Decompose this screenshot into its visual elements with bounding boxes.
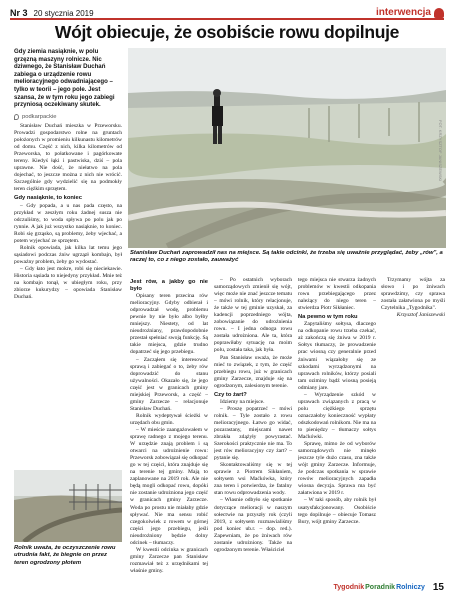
photo-credit: FOT. KRZYSZTOF JANISZEWSKI <box>438 120 443 182</box>
paragraph: – W taki sposób, aby rolnik był usatysfakcjonowany. Osobiście tego dopilnuje – obiecuje Tomasz Bury, wójt gminy Zarzecze. <box>298 497 376 525</box>
issue-number: Nr 3 <box>10 8 28 18</box>
paragraph: Sprawę, mimo że od wyborów samorządowych nie minęło jeszcze tyle dużo czasu, zna także wójt gminy Zarzecze. Informuje, że podczas spotkania w sprawie rowów melioracyjnych zapadła wiosna decyzja. Sprawa ma być załatwiona w 2019 r. <box>298 441 376 497</box>
paragraph: Zapytaliśmy sołtysa, dlaczego na odkopanie rowu trzeba czekać, aż zakończą się żniwa w 2019 r. Sołtys tłumaczy, że prowadzenie prac wiosną czy generalnie przed żniwami wiązałoby się ze szkodami wyrządzonymi na uprawach rolników, którzy posiali tam oziminy bądź wiosną posieją odmiany jare. <box>298 321 376 391</box>
paragraph: Opisany teren przecina rów melioracyjny. Gdyby odbierał i odprowadzał wodę, problemu pewnie by nie było albo byłby mniejszy. Niestety, od lat nieudrożniany, prawdopodobnie przestał spełniać swoją funkcję. Są takie miejsca, gdzie trudno dopatrzeć się jego przebiegu. <box>130 293 208 356</box>
subheading: Gdy nasiąknie, to koniec <box>14 195 82 202</box>
paragraph: – Gdy łato jest mokre, robi się nieciekawie. Historia sąsiada to niejedyny przykład. Mnie też na kombajn tonął, w ubiegłym roku, przy zbiorze kukurydzy – opowiada Stanisław Duchań. <box>14 265 122 301</box>
page-number: 15 <box>432 582 444 593</box>
paragraph: – Wyrządzenie szkód w uprawach związanych z pracą w polu ciężkiego sprzętu oznaczałoby konieczność wypłaty odszkodowań rolnikom. Nie ma na to pieniędzy – tłumaczy sołtys Maćkówki. <box>298 391 376 441</box>
subheading: Czy to żart? <box>214 391 247 398</box>
paragraph: – Zacząłem się interesować sprawą i zabiegać o to, żeby rów doprowadzić do stanu używalności. Okazało się, że jego część jest w granicach gminy miejskiej Przeworsk, a część – gminy Zarzecze – relacjonuje Stanisław Duchań. <box>130 356 208 412</box>
secondary-photo-caption: Rolnik uważa, że oczyszczenie rowu utrudnia fakt, że biegnie on przez teren ogrodzony płotem <box>14 545 116 566</box>
main-photo-caption: Stanisław Duchań zaprowadził nas na miejsce. Są takie odcinki, że trzeba się uważnie przyglądać, żeby „rów", a raczej to, co z niego zostało, zauważyć <box>130 250 443 264</box>
paragraph: Idziemy na miejsce. <box>220 398 265 405</box>
paragraph: Skontaktowaliśmy się w tej sprawie z Piotrem Sikłaniem, sołtysem wsi Maćkówka, który zna teren i potwierdza, że fatalny stan rowu odprowadzenia wody. <box>214 462 292 497</box>
issue-date: 20 stycznia 2019 <box>33 9 94 18</box>
alarm-icon <box>434 8 444 18</box>
paragraph: – Proszę popatrzeć – mówi rolnik. – Tyle zostało z rowu melioracyjnego. Łatwo go widać, pozarastany, miejscami nawet zbrakła zdążyły powyrastać. Szerokości praktycznie nie ma. To jest rów melioracyjny czy żart? – pytanie się. <box>214 405 292 462</box>
paragraph: Trzymamy wójta za słowo i po żniwach sprawdzimy, czy sprawa została załatwiona po myśli Czytelnika „Tygodnika". <box>381 277 445 312</box>
field-landscape-image <box>128 48 446 248</box>
article-column-4 <box>298 277 376 595</box>
article-column-3 <box>214 277 292 595</box>
location-pin-icon <box>14 114 19 120</box>
paragraph: Stanisław Duchań mieszka w Przeworsku. Prowadzi gospodarstwo rolne na gruntach położonych w promieniu kilkunastu kilometrów od domu. Część z nich, kilka kilometrów od Przeworska, to połatkowane i pagórkowate tereny. Kiedyś łąki i pastwiska, dziś – pola uprawne. Nie dość, że niełatwo na pola dojechać, to jeszcze można z nich nie wrócić. Szczególnie gdy wydzielić się na podmokły teren ciężkim sprzętem. <box>14 123 122 193</box>
logo-word-2: Poradnik <box>365 584 396 591</box>
logo-word-1: Tygodnik <box>333 584 365 591</box>
subheading: Jest rów, a jakby go nie było <box>130 279 208 293</box>
paragraph: – W mieście zaangażowałem w sprawę radnego z mojego terenu. W urzędzie znają problem i są otwarci na udrożnienie rowu: Przeworsk zobowiązał się odkopać go w tej części, która znajduje się na terenie tej gminy. Mają to zaplanowane na 2019 rok. Ale nie będą mogli odkopać rowu, dopóki nie zostanie udrożniona jego część w granicach gminy Zarzecze. Woda po prostu nie miałaby gdzie spływać. Nie ma sensu robić czegokolwiek z rowem w górnej części jego przebiegu, jeśli nieudrożniony będzie dolny odcinek – tłumaczy. <box>130 426 208 546</box>
secondary-photo <box>14 470 122 542</box>
paragraph: Pan Stanisław uważa, że może mieć to związek, z tym, że część przebiegu rowu, już w granicach gminy Zarzecze, znajduje się na ogrodzonym, zalesionym terenie. <box>214 354 292 389</box>
paragraph: Rolnik opowiada, jak kilka lat temu jego sąsiadowi podczas żniw ugrzązł kombajn, był poważny problem, żeby go wydostać. <box>14 244 122 265</box>
page-footer <box>300 582 444 593</box>
byline <box>14 114 122 120</box>
lead-paragraph: Gdy ziemia nasiąknie, w polu grzęzną maszyny rolnicze. Nic dziwnego, że Stanisław Duchań zabiega o urządzenie rowu melioracyjnego odwadniającego – tylko w teorii – jego pole. Jest szansa, że w tym roku jego zabiegi przyniosą oczekiwany skutek. <box>14 48 115 109</box>
author-signature: Krzysztof Janiszewski <box>396 312 445 319</box>
paragraph: – Gdy popada, a u nas pada często, na przykład w zeszłym roku żadnej susza nie odczuliśmy, to woda spływa po polu jak po rynnie. A jak już wszystko nasiąknie, to koniec. Robi się grząsko, są problemy, żeby wjechać, a potem wyjechać ze sprzętem. <box>14 202 122 244</box>
fence-ditch-image <box>14 470 122 542</box>
publication-logo <box>334 584 425 591</box>
page-header <box>10 4 444 20</box>
main-photo <box>128 48 446 248</box>
logo-word-3: Rolniczy <box>396 584 425 591</box>
headline: Wójt obiecuje, że osobiście rowu dopilnuje <box>54 22 400 42</box>
section-name: interwencja <box>375 7 431 18</box>
paragraph: – Własnie odbyło się spotkanie dotyczące melioracji w naszym sołectwie na przyszły rok (czyli 2019, z sołtysem rozmawialiśmy pod koniec ub.r. – dop. red.). Zapewniam, że po żniwach rów zostanie udrożniony. Także na ogrodzonym terenie. Właściciel <box>214 497 292 553</box>
paragraph: – Po ostatnich wyborach samorządowych zmienił się wójt, więc może nie znać jeszcze tematu – mówi rolnik, który relacjonuje, że także w tej gminie uzyskał, za kadencji poprzedniego wójta, zobowiązanie do udrożnienia rowu. – I jedna odnoga rowu została udrożniona. Ale ta, która poprawiłaby sytuację na moim polu, została taka, jak była. <box>214 277 292 354</box>
article-column-5 <box>381 277 445 577</box>
section-label <box>376 7 444 18</box>
paragraph: Rolnik wydeptywał ścieżki w urzędach obu gmin. <box>130 412 208 426</box>
region-label: podkarpackie <box>22 114 57 120</box>
article-column-2 <box>130 277 208 595</box>
subheading: Na pewno w tym roku <box>298 314 358 321</box>
paragraph: tego miejsca nie stwarza żadnych problemów w kwestii odkopania rowu przebiegającego przez należący do niego teren – stwierdza Piotr Sikłaniec. <box>298 277 376 312</box>
paragraph: W kwestii odcinka w granicach gminy Zarzecze pan Stanisław rozmawiał też z urzędnikami tej właśnie gminy. <box>130 546 208 574</box>
